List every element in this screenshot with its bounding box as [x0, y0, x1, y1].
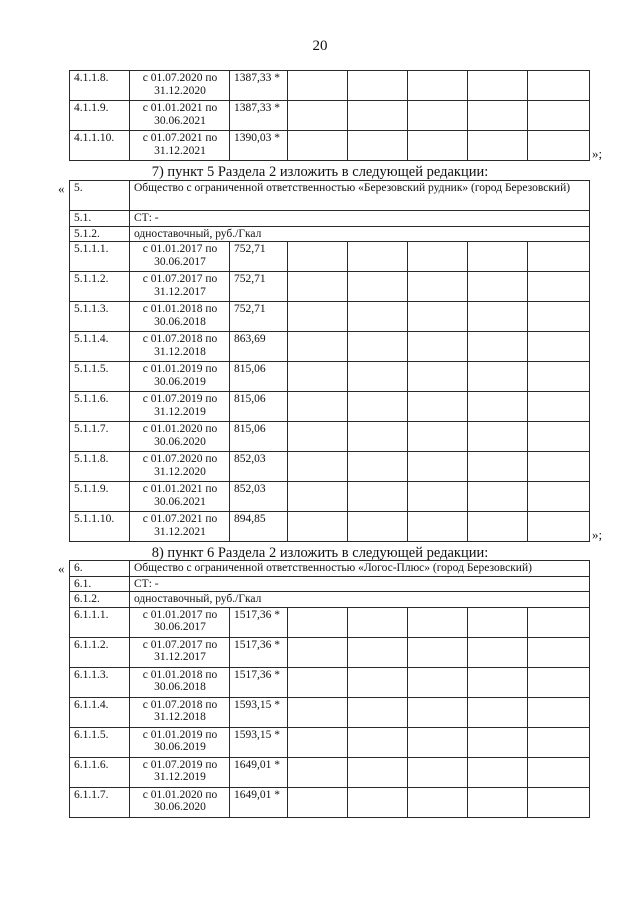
row-number: 6.1.1.2.	[70, 637, 130, 667]
table-row	[70, 482, 590, 512]
st-row-text: СТ: -	[130, 211, 590, 227]
empty-cell	[348, 272, 408, 302]
row-number: 4.1.1.9.	[70, 101, 130, 131]
row-value: 852,03	[230, 452, 288, 482]
empty-cell	[348, 452, 408, 482]
st-row-text: СТ: -	[130, 576, 590, 592]
row-period: с 01.07.2021 по 31.12.2021	[130, 512, 230, 542]
table-row	[70, 302, 590, 332]
empty-cell	[288, 787, 348, 817]
row-value: 1649,01 *	[230, 757, 288, 787]
page-number: 20	[312, 38, 328, 54]
empty-cell	[528, 362, 590, 392]
row-value: 1387,33 *	[230, 101, 288, 131]
row-value: 1517,36 *	[230, 607, 288, 637]
empty-cell	[408, 242, 468, 272]
empty-cell	[408, 482, 468, 512]
empty-cell	[288, 362, 348, 392]
row-value: 1593,15 *	[230, 697, 288, 727]
empty-cell	[408, 757, 468, 787]
empty-cell	[528, 607, 590, 637]
st-row	[70, 576, 590, 592]
row-number: 4.1.1.10.	[70, 131, 130, 161]
tariff-table-section-6	[69, 560, 590, 818]
empty-cell	[468, 101, 528, 131]
empty-cell	[288, 71, 348, 101]
empty-cell	[348, 757, 408, 787]
empty-cell	[468, 482, 528, 512]
tariff-type-row-text: одноставочный, руб./Гкал	[130, 226, 590, 242]
table-row	[70, 787, 590, 817]
empty-cell	[408, 362, 468, 392]
empty-cell	[468, 71, 528, 101]
row-period: с 01.01.2020 по 30.06.2020	[130, 787, 230, 817]
row-value: 1649,01 *	[230, 787, 288, 817]
empty-cell	[528, 667, 590, 697]
row-number: 6.1.1.6.	[70, 757, 130, 787]
empty-cell	[408, 667, 468, 697]
empty-cell	[288, 757, 348, 787]
empty-cell	[408, 101, 468, 131]
empty-cell	[288, 452, 348, 482]
empty-cell	[528, 101, 590, 131]
empty-cell	[348, 392, 408, 422]
row-period: с 01.01.2019 по 30.06.2019	[130, 727, 230, 757]
tariff-type-row-text: одноставочный, руб./Гкал	[130, 592, 590, 608]
empty-cell	[348, 131, 408, 161]
row-number: 6.1.1.1.	[70, 607, 130, 637]
empty-cell	[528, 131, 590, 161]
empty-cell	[348, 71, 408, 101]
empty-cell	[288, 242, 348, 272]
tariff-table-continuation	[69, 70, 590, 161]
empty-cell	[408, 272, 468, 302]
empty-cell	[468, 422, 528, 452]
empty-cell	[408, 302, 468, 332]
row-value: 752,71	[230, 302, 288, 332]
empty-cell	[468, 637, 528, 667]
row-period: с 01.01.2017 по 30.06.2017	[130, 242, 230, 272]
row-value: 894,85	[230, 512, 288, 542]
empty-cell	[468, 392, 528, 422]
empty-cell	[348, 667, 408, 697]
tariff-type-row	[70, 226, 590, 242]
empty-cell	[528, 757, 590, 787]
tariff-table-section-5	[69, 180, 590, 542]
row-value: 815,06	[230, 392, 288, 422]
row-period: с 01.07.2020 по 31.12.2020	[130, 71, 230, 101]
empty-cell	[468, 757, 528, 787]
empty-cell	[468, 131, 528, 161]
empty-cell	[528, 332, 590, 362]
empty-cell	[528, 272, 590, 302]
st-row-number: 5.1.	[70, 211, 130, 227]
empty-cell	[348, 482, 408, 512]
empty-cell	[288, 422, 348, 452]
row-value: 863,69	[230, 332, 288, 362]
table-row	[70, 452, 590, 482]
table-row	[70, 637, 590, 667]
empty-cell	[408, 452, 468, 482]
table-row	[70, 362, 590, 392]
empty-cell	[528, 787, 590, 817]
table-row	[70, 101, 590, 131]
row-value: 815,06	[230, 422, 288, 452]
tariff-type-row	[70, 592, 590, 608]
empty-cell	[528, 727, 590, 757]
row-value: 1390,03 *	[230, 131, 288, 161]
empty-cell	[288, 697, 348, 727]
row-value: 815,06	[230, 362, 288, 392]
row-number: 5.1.1.3.	[70, 302, 130, 332]
section-header-row	[70, 181, 590, 211]
empty-cell	[348, 242, 408, 272]
row-number: 5.1.1.10.	[70, 512, 130, 542]
row-number: 4.1.1.8.	[70, 71, 130, 101]
empty-cell	[528, 392, 590, 422]
table-row	[70, 727, 590, 757]
table-row	[70, 71, 590, 101]
empty-cell	[528, 637, 590, 667]
empty-cell	[408, 332, 468, 362]
row-period: с 01.01.2018 по 30.06.2018	[130, 667, 230, 697]
row-number: 5.1.1.6.	[70, 392, 130, 422]
empty-cell	[348, 787, 408, 817]
row-period: с 01.07.2017 по 31.12.2017	[130, 272, 230, 302]
empty-cell	[468, 272, 528, 302]
empty-cell	[408, 637, 468, 667]
tariff-type-row-number: 6.1.2.	[70, 592, 130, 608]
row-value: 852,03	[230, 482, 288, 512]
empty-cell	[528, 512, 590, 542]
table-row	[70, 332, 590, 362]
empty-cell	[348, 362, 408, 392]
row-period: с 01.07.2020 по 31.12.2020	[130, 452, 230, 482]
table-row	[70, 512, 590, 542]
row-period: с 01.07.2019 по 31.12.2019	[130, 392, 230, 422]
empty-cell	[288, 332, 348, 362]
st-row-number: 6.1.	[70, 576, 130, 592]
empty-cell	[348, 101, 408, 131]
st-row	[70, 211, 590, 227]
empty-cell	[468, 787, 528, 817]
row-value: 1517,36 *	[230, 637, 288, 667]
empty-cell	[468, 452, 528, 482]
row-period: с 01.07.2019 по 31.12.2019	[130, 757, 230, 787]
empty-cell	[528, 71, 590, 101]
row-number: 5.1.1.4.	[70, 332, 130, 362]
table-row	[70, 697, 590, 727]
section-header-row-number: 6.	[70, 561, 130, 577]
table-row	[70, 757, 590, 787]
row-period: с 01.01.2021 по 30.06.2021	[130, 101, 230, 131]
row-number: 6.1.1.3.	[70, 667, 130, 697]
row-number: 5.1.1.9.	[70, 482, 130, 512]
row-value: 1593,15 *	[230, 727, 288, 757]
opening-quote: «	[58, 181, 65, 196]
row-period: с 01.07.2017 по 31.12.2017	[130, 637, 230, 667]
empty-cell	[408, 787, 468, 817]
empty-cell	[408, 131, 468, 161]
empty-cell	[348, 512, 408, 542]
empty-cell	[408, 697, 468, 727]
empty-cell	[468, 302, 528, 332]
row-period: с 01.01.2021 по 30.06.2021	[130, 482, 230, 512]
table-row	[70, 667, 590, 697]
empty-cell	[468, 697, 528, 727]
empty-cell	[288, 607, 348, 637]
row-period: с 01.07.2021 по 31.12.2021	[130, 131, 230, 161]
empty-cell	[468, 607, 528, 637]
empty-cell	[288, 637, 348, 667]
empty-cell	[528, 452, 590, 482]
empty-cell	[408, 512, 468, 542]
empty-cell	[528, 422, 590, 452]
empty-cell	[348, 607, 408, 637]
table-row	[70, 131, 590, 161]
table-row	[70, 272, 590, 302]
row-value: 1387,33 *	[230, 71, 288, 101]
empty-cell	[408, 71, 468, 101]
row-number: 5.1.1.1.	[70, 242, 130, 272]
empty-cell	[528, 697, 590, 727]
table-row	[70, 607, 590, 637]
empty-cell	[348, 637, 408, 667]
table-row	[70, 392, 590, 422]
empty-cell	[288, 101, 348, 131]
opening-quote: «	[58, 561, 65, 576]
row-number: 5.1.1.5.	[70, 362, 130, 392]
row-period: с 01.01.2019 по 30.06.2019	[130, 362, 230, 392]
empty-cell	[528, 242, 590, 272]
tariff-type-row-number: 5.1.2.	[70, 226, 130, 242]
section-header-row-number: 5.	[70, 181, 130, 211]
section-header-row-text: Общество с ограниченной ответственностью «Березовский рудник» (город Березовский)	[130, 181, 590, 211]
row-value: 1517,36 *	[230, 667, 288, 697]
row-number: 6.1.1.7.	[70, 787, 130, 817]
empty-cell	[528, 482, 590, 512]
empty-cell	[288, 272, 348, 302]
empty-cell	[288, 392, 348, 422]
empty-cell	[468, 362, 528, 392]
table-row	[70, 422, 590, 452]
empty-cell	[528, 302, 590, 332]
empty-cell	[348, 302, 408, 332]
row-number: 5.1.1.7.	[70, 422, 130, 452]
table-row	[70, 242, 590, 272]
row-period: с 01.01.2017 по 30.06.2017	[130, 607, 230, 637]
closing-quote: »;	[592, 527, 603, 542]
empty-cell	[288, 667, 348, 697]
row-value: 752,71	[230, 272, 288, 302]
empty-cell	[468, 242, 528, 272]
empty-cell	[288, 512, 348, 542]
closing-quote: »;	[592, 146, 603, 161]
empty-cell	[288, 482, 348, 512]
empty-cell	[468, 512, 528, 542]
row-number: 5.1.1.8.	[70, 452, 130, 482]
empty-cell	[468, 332, 528, 362]
empty-cell	[288, 727, 348, 757]
row-value: 752,71	[230, 242, 288, 272]
row-period: с 01.01.2020 по 30.06.2020	[130, 422, 230, 452]
empty-cell	[288, 302, 348, 332]
row-number: 5.1.1.2.	[70, 272, 130, 302]
section-header-row-text: Общество с ограниченной ответственностью «Логос-Плюс» (город Березовский)	[130, 561, 590, 577]
row-period: с 01.07.2018 по 31.12.2018	[130, 697, 230, 727]
empty-cell	[348, 332, 408, 362]
row-number: 6.1.1.5.	[70, 727, 130, 757]
amendment-heading-8: 8) пункт 6 Раздела 2 изложить в следующей редакции:	[151, 545, 489, 561]
row-period: с 01.01.2018 по 30.06.2018	[130, 302, 230, 332]
empty-cell	[468, 667, 528, 697]
empty-cell	[348, 697, 408, 727]
section-header-row	[70, 561, 590, 577]
empty-cell	[408, 727, 468, 757]
amendment-heading-7: 7) пункт 5 Раздела 2 изложить в следующей редакции:	[151, 164, 489, 180]
row-period: с 01.07.2018 по 31.12.2018	[130, 332, 230, 362]
empty-cell	[288, 131, 348, 161]
empty-cell	[408, 392, 468, 422]
empty-cell	[408, 422, 468, 452]
row-number: 6.1.1.4.	[70, 697, 130, 727]
empty-cell	[348, 727, 408, 757]
empty-cell	[468, 727, 528, 757]
empty-cell	[408, 607, 468, 637]
empty-cell	[348, 422, 408, 452]
